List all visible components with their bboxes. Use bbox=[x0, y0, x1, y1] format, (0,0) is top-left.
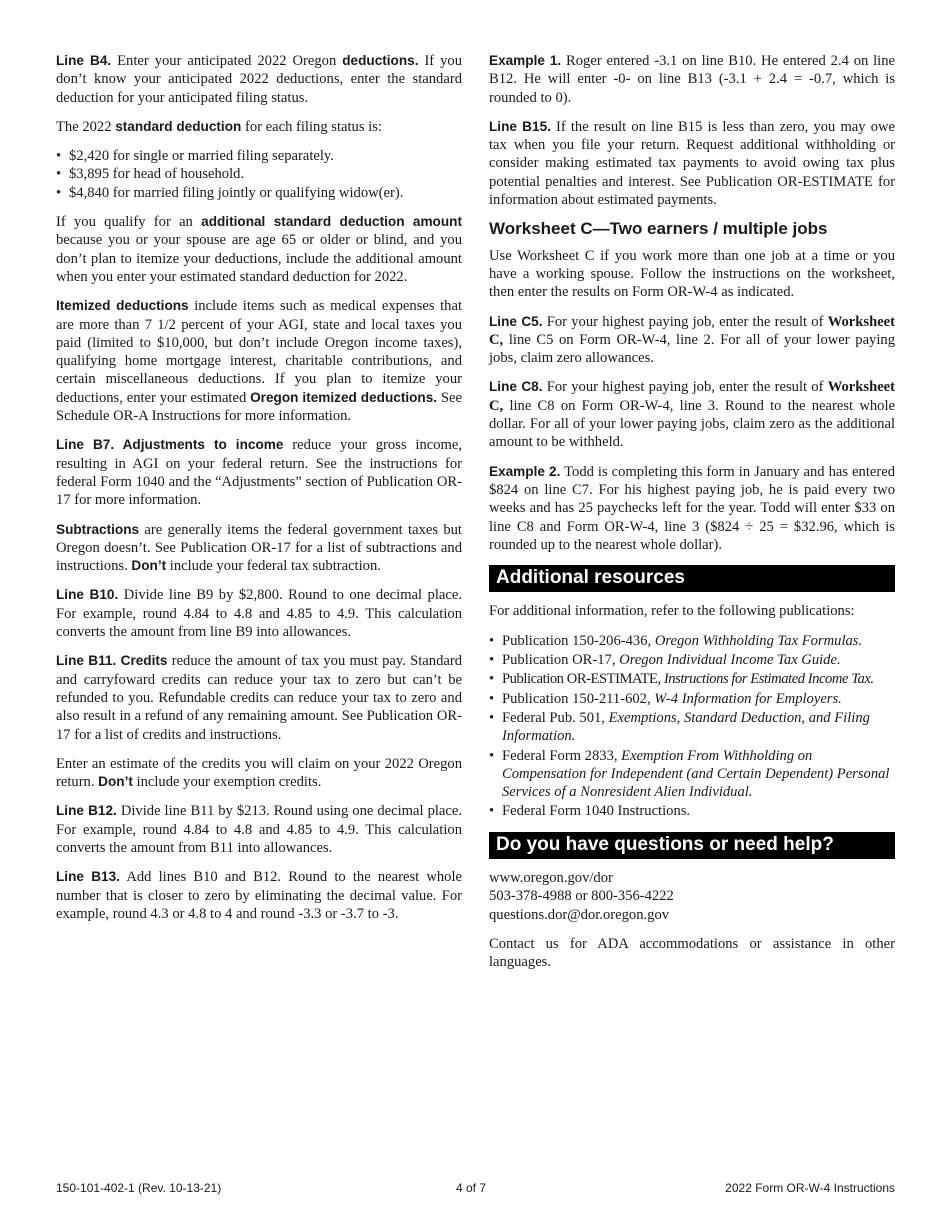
list-item bbox=[489, 670, 895, 688]
example-1-label: Example 1. bbox=[489, 53, 562, 68]
right-column bbox=[489, 52, 895, 982]
footer-page-number: 4 of 7 bbox=[456, 1181, 487, 1195]
standard-deduction-intro bbox=[56, 118, 462, 136]
resource-name: Federal Form 2833, bbox=[502, 747, 622, 764]
example-2-paragraph bbox=[489, 463, 895, 554]
resource-name: Publication OR-17, bbox=[502, 652, 620, 669]
addl-bold: additional standard deduction amount bbox=[201, 214, 462, 230]
line-b10-label: Line B10. bbox=[56, 587, 119, 603]
list-item: • $3,895 for head of household. bbox=[56, 165, 462, 183]
line-b11-paragraph bbox=[56, 652, 462, 743]
itemized-deductions-paragraph bbox=[56, 297, 462, 425]
worksheet-c-heading: Worksheet C—Two earners / multiple jobs bbox=[489, 219, 828, 239]
list-item bbox=[489, 747, 895, 802]
line-c5-label: Line C5. bbox=[489, 313, 543, 329]
contact-email-link[interactable]: questions.dor@dor.oregon.gov bbox=[489, 906, 670, 923]
footer-form-id: 150-101-402-1 (Rev. 10-13-21) bbox=[56, 1181, 222, 1195]
additional-resources-heading: Additional resources bbox=[489, 565, 895, 592]
line-b4-label: Line B4. bbox=[56, 53, 112, 68]
estimate-bold: Don’t bbox=[98, 774, 133, 790]
list-item: • $4,840 for married filing jointly or qualifying widow(er). bbox=[56, 184, 462, 202]
line-b15-label: Line B15. bbox=[489, 118, 551, 134]
resources-intro: For additional information, refer to the following publications: bbox=[489, 603, 855, 620]
list-item bbox=[489, 802, 895, 820]
itemized-text-2: See Schedule OR-A Instructions for more information. bbox=[56, 389, 462, 425]
list-item bbox=[489, 632, 895, 650]
line-b11-label: Line B11. Credits bbox=[56, 653, 168, 669]
subtractions-bold: Don’t bbox=[131, 558, 167, 574]
line-b13-text: Add lines B10 and B12. Round to the nearest whole number that is closer to zero by eliminating the decimal value. For example, round 4.3 or 4.8 to 4 and round -3.3 or -3.7 to -3. bbox=[56, 869, 463, 922]
resource-title: Instructions for Estimated Income Tax. bbox=[663, 671, 874, 688]
addl-text-2: because you or your spouse are age 65 or older or blind, and you don’t plan to itemize your deductions, include the additional amount when you enter your estimated standard deduction for 2022. bbox=[56, 232, 462, 285]
worksheet-c-paragraph: Use Worksheet C if you work more than one job at a time or you have a working spouse. Follow the instructions on the worksheet, then enter the results on Form OR-W-4 as indicated. bbox=[489, 247, 895, 301]
resource-name: Publication 150-211-602, bbox=[502, 690, 655, 707]
example-2-label: Example 2. bbox=[489, 463, 561, 479]
additional-standard-deduction-paragraph bbox=[56, 213, 462, 286]
credits-estimate-paragraph bbox=[56, 755, 462, 792]
line-c5-paragraph bbox=[489, 313, 895, 368]
resource-name: Publication 150-206-436, bbox=[502, 632, 655, 649]
subtractions-paragraph bbox=[56, 521, 462, 576]
line-c5-text: For your highest paying job, enter the result of bbox=[542, 313, 828, 330]
line-c8-bold: Worksheet C, bbox=[489, 379, 896, 414]
line-c5-bold: Worksheet C, bbox=[489, 313, 896, 348]
subtractions-label: Subtractions bbox=[56, 521, 140, 537]
std-bold: standard deduction bbox=[115, 118, 242, 134]
contact-website-link[interactable]: www.oregon.gov/dor bbox=[489, 869, 613, 886]
help-heading: Do you have questions or need help? bbox=[489, 832, 895, 859]
resource-title: Oregon Withholding Tax Formulas. bbox=[654, 632, 863, 649]
contact-phone: 503-378-4988 or 800-356-4222 bbox=[489, 888, 674, 905]
resource-title: Exemptions, Standard Deduction, and Filing Information. bbox=[502, 709, 870, 745]
line-b12-label: Line B12. bbox=[56, 803, 117, 819]
example-1-paragraph bbox=[489, 52, 895, 107]
estimate-text-2: include your exemption credits. bbox=[132, 774, 322, 791]
ada-paragraph: Contact us for ADA accommodations or assistance in other languages. bbox=[489, 935, 895, 971]
line-b11-text: reduce the amount of tax you must pay. Standard and carryfoward credits can reduce your tax to zero but can’t be refunded to you. Refundable credits can reduce your tax to zero and also result in a refund of any remaining amount. See Publication OR-17 for a list of credits and instructions. bbox=[56, 653, 463, 743]
line-c8-paragraph bbox=[489, 378, 895, 451]
resource-name: Federal Pub. 501, bbox=[502, 709, 609, 726]
line-b4-bold: deductions. bbox=[342, 53, 419, 68]
resources-list bbox=[489, 632, 895, 821]
left-column bbox=[56, 52, 462, 934]
subtractions-text-2: include your federal tax subtraction. bbox=[166, 558, 381, 575]
footer-document-title: 2022 Form OR-W-4 Instructions bbox=[725, 1181, 895, 1195]
line-c8-text-2: line C8 on Form OR-W-4, line 3. Round to the nearest whole dollar. For all of your lower paying jobs, claim zero as the additional amount to be withheld. bbox=[489, 397, 895, 451]
line-b15-paragraph bbox=[489, 118, 895, 209]
line-b10-paragraph bbox=[56, 586, 462, 641]
std-text-2: for each filing status is: bbox=[241, 118, 382, 135]
list-item bbox=[489, 690, 895, 708]
line-b12-paragraph bbox=[56, 802, 462, 857]
contact-block bbox=[489, 869, 895, 924]
line-b4-text: Enter your anticipated 2022 Oregon bbox=[111, 53, 343, 69]
line-c8-label: Line C8. bbox=[489, 379, 543, 395]
std-text: The 2022 bbox=[56, 118, 116, 135]
list-item: • $2,420 for single or married filing separately. bbox=[56, 147, 462, 165]
line-b7-text: reduce your gross income, resulting in AGI on your federal return. See the instructions for federal Form 1040 and the “Adjustments” section of Publication OR-17 for more information. bbox=[56, 437, 462, 509]
resource-title: W-4 Information for Employers. bbox=[654, 690, 842, 707]
example-2-text: Todd is completing this form in January and has entered $824 on line C7. For his highest paying job, he is paid every two weeks and has 25 paychecks left for the year. Todd will enter $33 on line C8 and Form OR-W-4, line 3 ($824 ÷ 25 = $32.96, which is rounded up to the nearest whole dollar). bbox=[489, 463, 895, 553]
estimate-text: Enter an estimate of the credits you will claim on your 2022 Oregon return. bbox=[56, 755, 462, 791]
line-b4-text-2: If you don’t know your anticipated 2022 deductions, enter the standard deduction for your anticipated filing status. bbox=[56, 53, 463, 106]
resource-name: Federal Form 1040 Instructions. bbox=[502, 803, 691, 820]
line-b13-label: Line B13. bbox=[56, 869, 120, 885]
line-c8-text: For your highest paying job, enter the result of bbox=[542, 379, 828, 396]
subtractions-text: are generally items the federal government taxes but Oregon doesn’t. See Publication OR-17 for a list of subtractions and instructions. bbox=[56, 521, 462, 575]
line-b12-text: Divide line B11 by $213. Round using one decimal place. For example, round 4.84 to 4.8 and 4.85 to 4.9. This calculation converts the amount from B11 into allowances. bbox=[56, 803, 463, 856]
addl-text: If you qualify for an bbox=[56, 214, 202, 231]
line-b13-paragraph bbox=[56, 868, 462, 923]
line-b7-paragraph bbox=[56, 436, 462, 509]
itemized-label: Itemized deductions bbox=[56, 298, 189, 314]
line-b7-label: Line B7. Adjustments to income bbox=[56, 437, 284, 453]
resource-title: Oregon Individual Income Tax Guide. bbox=[619, 652, 841, 669]
line-b15-text: If the result on line B15 is less than zero, you may owe tax when you file your return. Request additional withholding or consider making estimated tax payments to avoid owing tax plus potential penalties and interest. See Publication OR-ESTIMATE for information about estimated payments. bbox=[489, 118, 896, 209]
line-b4-paragraph bbox=[56, 52, 462, 107]
itemized-bold: Oregon itemized deductions. bbox=[250, 389, 438, 405]
resource-name: Publication OR-ESTIMATE, bbox=[502, 671, 664, 688]
line-b10-text: Divide line B9 by $2,800. Round to one decimal place. For example, round 4.84 to 4.8 and 4.85 to 4.9. This calculation converts the amount from line B9 into allowances. bbox=[56, 587, 462, 641]
resource-title: Exemption From Withholding on Compensation for Independent (and Certain Dependent) Personal Services of a Nonresident Alien Individual. bbox=[502, 747, 890, 801]
list-item bbox=[489, 709, 895, 746]
list-item bbox=[489, 651, 895, 669]
line-c5-text-2: line C5 on Form OR-W-4, line 2. For all of your lower paying jobs, claim zero allowances. bbox=[489, 331, 895, 367]
example-1-text: Roger entered -3.1 on line B10. He entered 2.4 on line B12. He will enter -0- on line B13 (-3.1 + 2.4 = -0.7, which is rounded to 0). bbox=[489, 53, 895, 106]
standard-deduction-list bbox=[56, 147, 462, 202]
itemized-text: include items such as medical expenses that are more than 7 1/2 percent of your AGI, state and local taxes you paid (limited to $10,000, but don’t include Oregon income taxes), qualifying home mortgage interest, charitable contributions, and certain miscellaneous deductions. If you plan to itemize your deductions, enter your estimated bbox=[56, 298, 463, 406]
